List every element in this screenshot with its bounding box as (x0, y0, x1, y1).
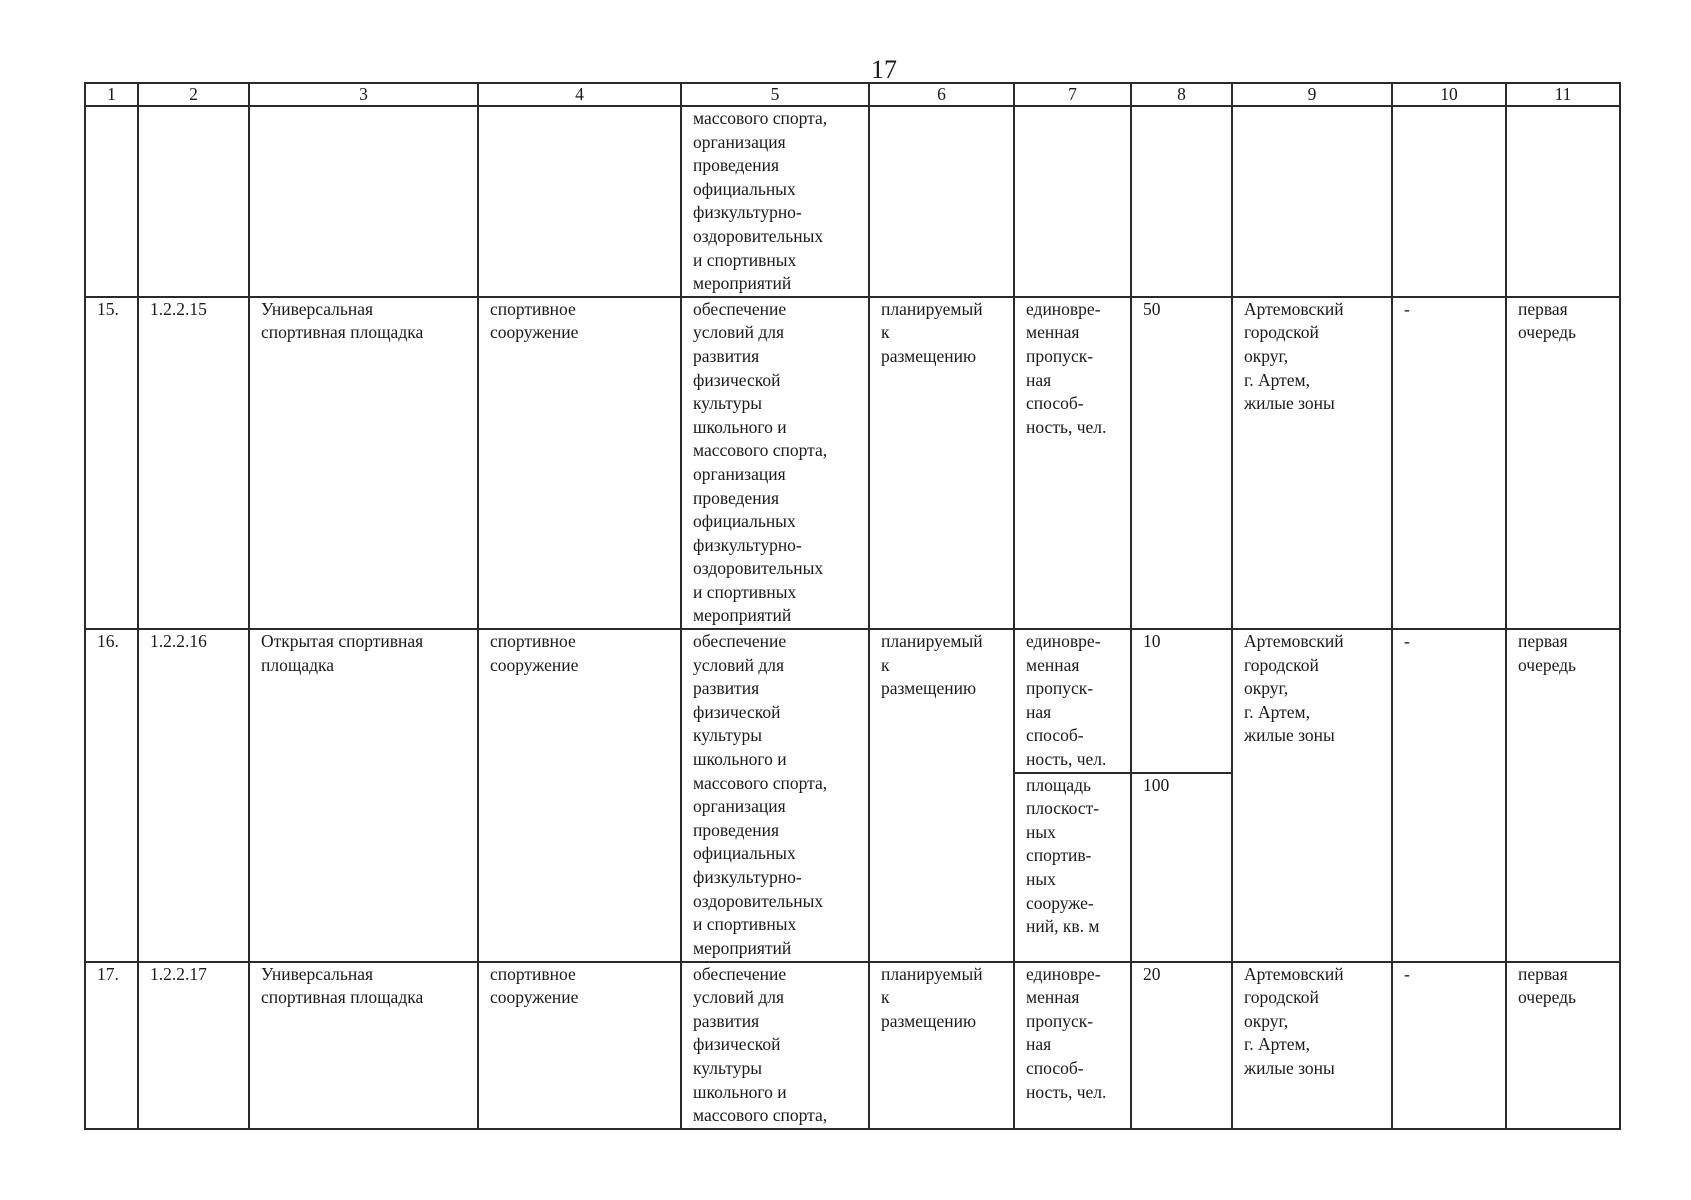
cell-text-line: очередь (1518, 654, 1577, 675)
stage-cell (1506, 629, 1620, 962)
cell-text-line: ная (1026, 701, 1052, 722)
cell-text-line: сооружение (490, 322, 579, 343)
cell-text-line: массового спорта, (693, 772, 828, 793)
name-cell (249, 106, 478, 297)
characteristic-cell (1014, 962, 1131, 1129)
purpose-cell (681, 106, 869, 297)
cell-text-line: спортивная площадка (261, 322, 424, 343)
column-header: 5 (681, 83, 869, 106)
value-cell: 20 (1131, 962, 1232, 1129)
cell-text-line: обеспечение (693, 963, 787, 984)
cell-text-line: проведения (693, 155, 780, 176)
status-cell (869, 962, 1014, 1129)
type-cell (478, 962, 681, 1129)
stage-cell (1506, 962, 1620, 1129)
column-header: 10 (1392, 83, 1506, 106)
table-row (85, 297, 1620, 629)
cell-text-line: организация (693, 463, 786, 484)
cell-text-line: сооруже- (1026, 892, 1094, 913)
cell-text-line: площадь (1026, 774, 1091, 795)
zone-cell: - (1392, 629, 1506, 962)
table-row (85, 962, 1620, 1129)
cell-text-line: культуры (693, 393, 762, 414)
cell-text-line: сооружение (490, 987, 579, 1008)
cell-text-line: спортивная площадка (261, 987, 424, 1008)
purpose-cell (681, 629, 869, 962)
status-cell (869, 629, 1014, 962)
cell-text-line: городской (1244, 654, 1319, 675)
cell-text-line: размещению (881, 678, 977, 699)
cell-text-line: к (881, 987, 890, 1008)
table-row (85, 629, 1620, 773)
cell-text-line: Открытая спортивная (261, 631, 424, 652)
cell-text-line: способ- (1026, 393, 1084, 414)
cell-text-line: спортивное (490, 631, 576, 652)
cell-text-line: мероприятий (693, 605, 792, 626)
cell-text-line: мероприятий (693, 273, 792, 294)
cell-text-line: планируемый (881, 298, 983, 319)
cell-text-line: физической (693, 701, 781, 722)
column-header: 6 (869, 83, 1014, 106)
cell-text-line: первая (1518, 298, 1568, 319)
stage-cell (1506, 106, 1620, 297)
facilities-table (84, 82, 1621, 1130)
cell-text-line: способ- (1026, 725, 1084, 746)
value-cell: 100 (1131, 773, 1232, 962)
code-cell: 1.2.2.15 (138, 297, 249, 629)
cell-text-line: культуры (693, 725, 762, 746)
cell-text-line: оздоровительных (693, 558, 824, 579)
cell-text-line: спортивное (490, 298, 576, 319)
cell-text-line: развития (693, 678, 760, 699)
cell-text-line: проведения (693, 819, 780, 840)
cell-text-line: спортив- (1026, 845, 1092, 866)
cell-text-line: менная (1026, 322, 1080, 343)
cell-text-line: спортивное (490, 963, 576, 984)
cell-text-line: округ, (1244, 678, 1289, 699)
characteristic-cell (1014, 297, 1131, 629)
type-cell (478, 106, 681, 297)
cell-text-line: Универсальная (261, 298, 374, 319)
cell-text-line: ных (1026, 821, 1056, 842)
cell-text-line: размещению (881, 1010, 977, 1031)
cell-text-line: жилые зоны (1244, 1058, 1335, 1078)
cell-text-line: единовре- (1026, 298, 1101, 319)
row-number-cell: 15. (85, 297, 138, 629)
cell-text-line: пропуск- (1026, 345, 1094, 366)
row-number-cell (85, 106, 138, 297)
cell-text-line: жилые зоны (1244, 393, 1335, 414)
name-cell (249, 962, 478, 1129)
cell-text-line: мероприятий (693, 937, 792, 958)
cell-text-line: условий для (693, 987, 785, 1008)
cell-text-line: организация (693, 131, 786, 152)
cell-text-line: очередь (1518, 987, 1577, 1008)
cell-text-line: г. Артем, (1244, 1034, 1310, 1055)
cell-text-line: и спортивных (693, 249, 797, 270)
status-cell (869, 297, 1014, 629)
cell-text-line: массового спорта, (693, 108, 828, 128)
cell-text-line: физкультурно- (693, 534, 802, 555)
cell-text-line: округ, (1244, 1010, 1289, 1031)
cell-text-line: оздоровительных (693, 890, 824, 911)
column-header: 7 (1014, 83, 1131, 106)
characteristic-cell (1014, 106, 1131, 297)
characteristic-cell (1014, 629, 1131, 773)
cell-text-line: школьного и (693, 416, 787, 437)
stage-cell (1506, 297, 1620, 629)
cell-text-line: массового спорта, (693, 1105, 828, 1126)
continuation-row (85, 106, 1620, 297)
zone-cell: - (1392, 297, 1506, 629)
cell-text-line: пропуск- (1026, 678, 1094, 699)
purpose-cell (681, 962, 869, 1129)
cell-text-line: обеспечение (693, 298, 787, 319)
cell-text-line: оздоровительных (693, 225, 824, 246)
cell-text-line: Универсальная (261, 963, 374, 984)
value-cell: 50 (1131, 297, 1232, 629)
location-cell (1232, 962, 1392, 1129)
column-header: 8 (1131, 83, 1232, 106)
cell-text-line: г. Артем, (1244, 701, 1310, 722)
cell-text-line: единовре- (1026, 963, 1101, 984)
cell-text-line: планируемый (881, 631, 983, 652)
cell-text-line: Артемовский (1244, 631, 1344, 652)
cell-text-line: городской (1244, 987, 1319, 1008)
page-number: 17 (871, 55, 897, 84)
cell-text-line: школьного и (693, 1081, 787, 1102)
cell-text-line: площадка (261, 654, 334, 675)
zone-cell (1392, 106, 1506, 297)
cell-text-line: Артемовский (1244, 963, 1344, 984)
cell-text-line: планируемый (881, 963, 983, 984)
cell-text-line: к (881, 322, 890, 343)
column-header: 11 (1506, 83, 1620, 106)
cell-text-line: менная (1026, 987, 1080, 1008)
name-cell (249, 297, 478, 629)
cell-text-line: культуры (693, 1058, 762, 1078)
cell-text-line: официальных (693, 178, 796, 199)
cell-text-line: ний, кв. м (1026, 916, 1100, 937)
value-cell (1131, 106, 1232, 297)
column-header: 3 (249, 83, 478, 106)
location-cell (1232, 297, 1392, 629)
cell-text-line: ных (1026, 869, 1056, 889)
cell-text-line: условий для (693, 654, 785, 675)
cell-text-line: первая (1518, 631, 1568, 652)
cell-text-line: ная (1026, 369, 1052, 390)
code-cell (138, 106, 249, 297)
cell-text-line: ность, чел. (1026, 749, 1107, 770)
cell-text-line: проведения (693, 487, 780, 508)
cell-text-line: Артемовский (1244, 298, 1344, 319)
type-cell (478, 629, 681, 962)
cell-text-line: официальных (693, 843, 796, 864)
code-cell: 1.2.2.16 (138, 629, 249, 962)
cell-text-line: сооружение (490, 654, 579, 675)
cell-text-line: городской (1244, 322, 1319, 343)
cell-text-line: школьного и (693, 749, 787, 770)
cell-text-line: физической (693, 1034, 781, 1055)
cell-text-line: физкультурно- (693, 867, 802, 887)
row-number-cell: 16. (85, 629, 138, 962)
column-header: 9 (1232, 83, 1392, 106)
cell-text-line: и спортивных (693, 581, 797, 602)
cell-text-line: физической (693, 369, 781, 390)
cell-text-line: условий для (693, 322, 785, 343)
cell-text-line: к (881, 654, 890, 675)
column-header: 2 (138, 83, 249, 106)
header-row (85, 83, 1620, 106)
cell-text-line: физкультурно- (693, 202, 802, 223)
cell-text-line: обеспечение (693, 631, 787, 652)
row-number-cell: 17. (85, 962, 138, 1129)
cell-text-line: очередь (1518, 322, 1577, 343)
cell-text-line: единовре- (1026, 631, 1101, 652)
cell-text-line: способ- (1026, 1058, 1084, 1078)
cell-text-line: пропуск- (1026, 1010, 1094, 1031)
cell-text-line: округ, (1244, 345, 1289, 366)
cell-text-line: массового спорта, (693, 440, 828, 461)
cell-text-line: жилые зоны (1244, 725, 1335, 746)
cell-text-line: плоскост- (1026, 798, 1100, 819)
column-header: 1 (85, 83, 138, 106)
zone-cell: - (1392, 962, 1506, 1129)
location-cell (1232, 629, 1392, 962)
characteristic-cell (1014, 773, 1131, 962)
cell-text-line: ность, чел. (1026, 416, 1107, 437)
cell-text-line: размещению (881, 345, 977, 366)
name-cell (249, 629, 478, 962)
cell-text-line: организация (693, 796, 786, 817)
cell-text-line: развития (693, 1010, 760, 1031)
value-cell: 10 (1131, 629, 1232, 773)
cell-text-line: официальных (693, 511, 796, 532)
cell-text-line: первая (1518, 963, 1568, 984)
location-cell (1232, 106, 1392, 297)
cell-text-line: и спортивных (693, 914, 797, 935)
cell-text-line: г. Артем, (1244, 369, 1310, 390)
type-cell (478, 297, 681, 629)
cell-text-line: развития (693, 345, 760, 366)
status-cell (869, 106, 1014, 297)
code-cell: 1.2.2.17 (138, 962, 249, 1129)
purpose-cell (681, 297, 869, 629)
cell-text-line: ность, чел. (1026, 1081, 1107, 1102)
column-header: 4 (478, 83, 681, 106)
cell-text-line: ная (1026, 1034, 1052, 1055)
cell-text-line: менная (1026, 654, 1080, 675)
